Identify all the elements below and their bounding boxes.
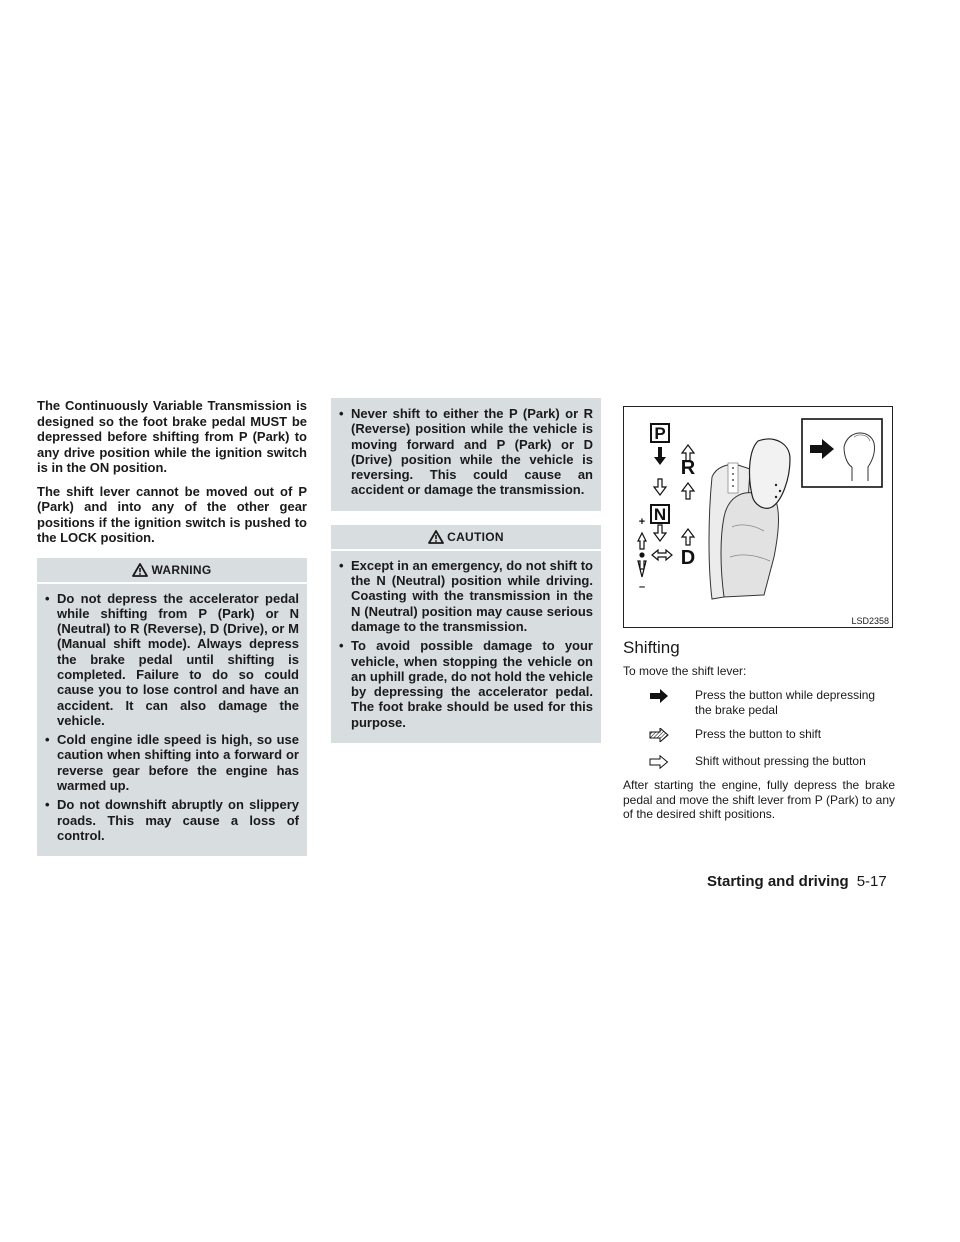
warning-title: WARNING xyxy=(151,562,212,577)
section-title: Shifting xyxy=(623,638,680,657)
warning-header xyxy=(37,558,307,584)
outline-arrow-icon xyxy=(649,755,669,769)
manual-minus-label: – xyxy=(638,581,646,593)
shift-pattern-diagram xyxy=(624,407,892,627)
caution-header xyxy=(331,525,601,551)
after-starting-paragraph: After starting the engine, fully depress the brake pedal and move the shift lever from P (Park) to any of the desired shift positions. xyxy=(623,778,895,821)
lock-position-paragraph: The shift lever cannot be moved out of P (Park) and into any of the other gear positions if the ignition switch is pushed to the LOCK position. xyxy=(37,483,307,545)
caution-item: • To avoid possible damage to your vehicle, when stopping the vehicle on an uphill grade, do not hold the vehicle by depressing the accelerator pedal. The foot brake should be used for this purpose. xyxy=(339,638,593,730)
page-number: 5-17 xyxy=(856,873,887,890)
intro-text: To move the shift lever: xyxy=(623,664,747,678)
warning-item: • Never shift to either the P (Park) or R (Reverse) position while the vehicle is moving forward and P (Park) or D (Drive) position while the vehicle is reversing. This could cause an accident or damage the transmission. xyxy=(339,406,593,498)
warning-continued-box xyxy=(331,398,601,511)
legend-item: Shift without pressing the button xyxy=(623,754,895,769)
warning-item: • Do not depress the accelerator pedal while shifting from P (Park) or N (Neutral) to R (Reverse), D (Drive), or M (Manual shift mode). Always depress the brake pedal until shifting is completed. Failure to do so could cause you to lose control and have an accident. It can also damage the vehicle. xyxy=(45,590,299,728)
figure-code: LSD2358 xyxy=(851,616,889,626)
caution-box xyxy=(331,525,601,743)
column-left xyxy=(37,398,307,856)
legend-item: Press the button to shift xyxy=(623,727,895,742)
manual-plus-label: + xyxy=(638,516,646,528)
warning-item: • Cold engine idle speed is high, so use caution when shifting into a forward or reverse gear before the engine has warmed up. xyxy=(45,732,299,794)
footer-section-title: Starting and driving xyxy=(707,873,849,890)
warning-item: • Do not downshift abruptly on slippery roads. This may cause a loss of control. xyxy=(45,797,299,843)
caution-title: CAUTION xyxy=(447,529,504,544)
gear-r-label: R xyxy=(680,457,696,479)
shift-lever-figure xyxy=(623,406,893,628)
legend-item: Press the button while depressing the brake pedal xyxy=(623,688,895,718)
cvt-brake-paragraph: The Continuously Variable Transmission is designed so the foot brake pedal MUST be depressed before shifting from P (Park) to any drive position while the ignition switch is in the ON position. xyxy=(37,398,307,475)
gear-p-label: P xyxy=(654,424,666,443)
gear-d-label: D xyxy=(680,547,696,569)
caution-triangle-icon xyxy=(428,530,444,544)
hatched-arrow-icon xyxy=(649,728,669,742)
caution-item: • Except in an emergency, do not shift to the N (Neutral) position while driving. Coasting with the transmission in the N (Neutral) position may cause serious damage to the transmission. xyxy=(339,557,593,634)
warning-triangle-icon xyxy=(132,563,148,577)
gear-n-label: N xyxy=(653,505,667,524)
warning-box xyxy=(37,558,307,857)
column-right xyxy=(623,406,895,822)
solid-arrow-icon xyxy=(649,689,669,703)
page-footer xyxy=(707,873,887,890)
column-middle xyxy=(331,398,601,743)
